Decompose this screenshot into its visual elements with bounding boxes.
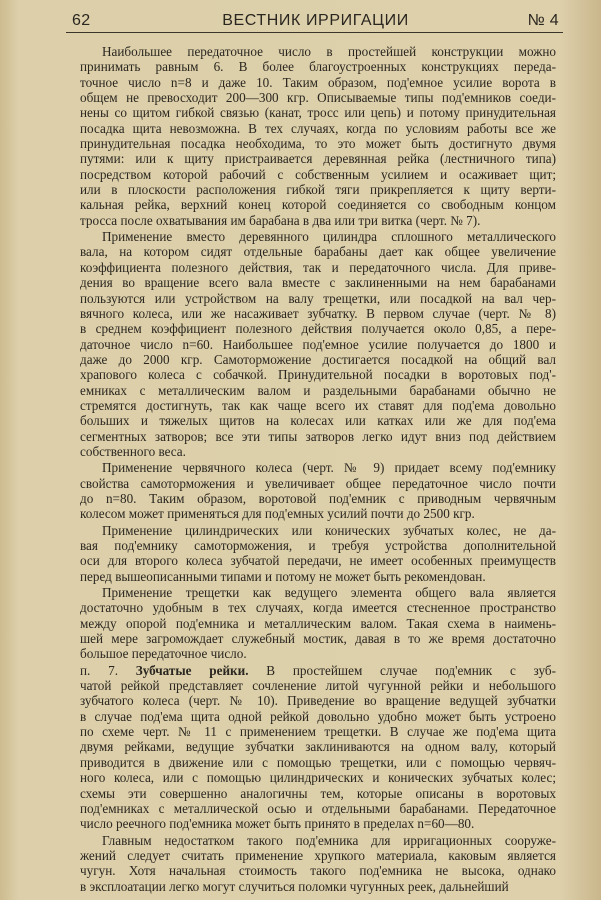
text-line: между опорой под'емника и металлическим валом. Такая схема в наимень- (80, 615, 556, 631)
section-text: В простейшем случае под'емник с зуб- (266, 662, 556, 678)
text-line: путями: или к щиту пристраивается деревянная рейка (лестничного типа) (80, 151, 556, 167)
section-label: п. 7. (80, 662, 136, 678)
text-line: Применение вместо деревянного цилиндра сплошного металлического (102, 229, 556, 245)
text-line: схемы эти совершенно аналогичны тем, которые описаны в воротовых (80, 785, 556, 801)
text-line: в случае под'ема щита одной рейкой довольно удобно может быть устроено (80, 708, 556, 724)
text-line: вячного колеса, или же насаживает зубчатку. В первом случае (черт. № 8) (80, 305, 556, 321)
text-line: Применение трещетки как ведущего элемента общего вала является (102, 585, 556, 601)
text-line: точное число n=8 и даже 10. Таким образом, под'емное усилие ворота в (80, 74, 556, 90)
paragraph (80, 585, 556, 662)
text-line (80, 663, 556, 678)
text-line: оси для второго колеса зубчатой передачи, не имеет особенных преимуществ (80, 553, 556, 569)
text-line: по схеме черт. № 11 с применением трещетки. В случае же под'ема щита (80, 724, 556, 740)
text-line: вая под'емнику самоторможения, и требуя устройства дополнительной (80, 538, 556, 553)
text-line: зубчатого колеса (черт. № 10). Приведение во вращение ведущей зубчатки (80, 693, 556, 709)
text-line: Применение червячного колеса (черт. № 9) придает всему под'емнику (102, 460, 556, 476)
paragraph (80, 460, 556, 521)
text-line: в эксплоатации легко могут случиться поломки чугунных реек, дальнейший (80, 878, 509, 894)
text-line: двумя рейками, ведущие зубчатки заклиниваются на одном валу, который (80, 739, 556, 755)
text-line: или в плоскости расположения гибкой тяги прикрепляется к щиту верти- (80, 182, 556, 198)
text-line: посадка щита невозможна. В тех случаях, когда по условиям работы все же (80, 120, 556, 136)
text-line: Наибольшее передаточное число в простейшей конструкции можно (102, 44, 556, 59)
text-line: число реечного под'емника может быть принято в пределах n=60—80. (80, 816, 475, 832)
paragraph (80, 523, 556, 584)
text-line: шей мере загромождает служебный мостик, давая в то же время достаточно (80, 631, 556, 647)
text-line: приводится в движение или с помощью трещетки, или с помощью червяч- (80, 754, 556, 770)
text-line: достаточно удобным в тех случаях, когда имеется стесненное пространство (80, 600, 556, 616)
text-line: даточное число n=60. Наибольшее под'емное усилие получается до 1800 и (80, 336, 556, 352)
article-body (80, 44, 556, 894)
issue-number: № 4 (527, 12, 559, 29)
journal-title: ВЕСТНИК ИРРИГАЦИИ (222, 12, 409, 29)
text-line: большое передаточное число. (80, 646, 247, 662)
text-line: собственного веса. (80, 443, 186, 459)
text-line: коэффициента полезного действия, так и передаточного числа. Для приве- (80, 259, 556, 275)
text-line: до n=80. Таким образом, воротовой под'емник с приводным червячным (80, 490, 556, 506)
text-line: жений следует считать применение хрупкого материала, каковым является (80, 847, 556, 863)
text-line: посредством которой рабочий с собственным усилием и осаживает щит; (80, 166, 556, 182)
text-line: чугун. Хотя начальная стоимость такого под'емника не высока, однако (80, 863, 556, 879)
text-line: принимать равным 6. В более благоустроенных конструкциях переда- (80, 59, 556, 75)
text-line: храпового колеса с собачкой. Принудительной посадки в воротовых под'- (80, 367, 556, 383)
text-line: принудительная посадка необходима, то это может быть достигнуто двумя (80, 136, 556, 152)
text-line: общем не превосходит 200—300 кгр. Описываемые типы под'емников соеди- (80, 90, 556, 106)
text-line: Применение цилиндрических или конических зубчатых колес, не да- (102, 522, 556, 538)
text-line: больших и тяжелых щитов на колесах или катках или же для под'ема (80, 413, 556, 429)
page-number: 62 (72, 12, 91, 29)
header-rule (66, 32, 563, 33)
text-line: в среднем коэффициент полезного действия получается около 0,85, а пере- (80, 321, 556, 337)
paragraph (80, 44, 556, 228)
text-line: нены со щитом гибкой связью (канат, тросс или цепь) и потому принудительная (80, 105, 556, 121)
text-line: ного колеса, или с помощью цилиндрических и конических зубчатых колес; (80, 770, 556, 786)
text-line: даже до 2000 кгр. Самоторможение достигается посадкой на общий вал (80, 351, 556, 367)
text-line: сегментных затворов; все эти типы затворов легко идут вниз под действием (80, 428, 556, 444)
section-title: Зубчатые рейки. (135, 662, 267, 678)
text-line: перед вышеописанными типами и потому не может быть рекомендован. (80, 568, 486, 584)
text-line: вала, на котором сидят отдельные барабаны дает как общее увеличение (80, 244, 556, 260)
text-line: колесом может применяться для под'емных усилий почти до 2500 кгр. (80, 506, 475, 522)
paragraph (80, 229, 556, 459)
paragraph (80, 663, 556, 832)
text-line: Главным недостатком такого под'емника для ирригационных сооруже- (102, 832, 556, 848)
text-line: дения во вращение всего вала вместе с заклиненными на нем барабанами (80, 275, 556, 291)
text-line: тросса после охватывания им барабана в два или три витка (черт. № 7). (80, 212, 481, 228)
text-line: кальная рейка, верхний конец которой соединяется со свободным концом (80, 197, 556, 213)
text-line: пользуются или устройством на валу трещетки, или посадкой на вал чер- (80, 290, 556, 306)
text-line: чатой рейкой представляет сочленение литой чугунной рейки и небольшого (80, 678, 556, 694)
text-line: емниках с металлическим валом и раздельными барабанами обычно не (80, 382, 556, 398)
running-header (72, 8, 559, 34)
text-line: свойства самоторможения и увеличивает общее передаточное число почти (80, 475, 556, 491)
paragraph (80, 833, 556, 894)
text-line: стремятся достигнуть, так как чаще всего их ставят для под'ема довольно (80, 397, 556, 413)
text-line: под'емниках с металлической осью и отдельными барабанами. Передаточное (80, 800, 556, 816)
